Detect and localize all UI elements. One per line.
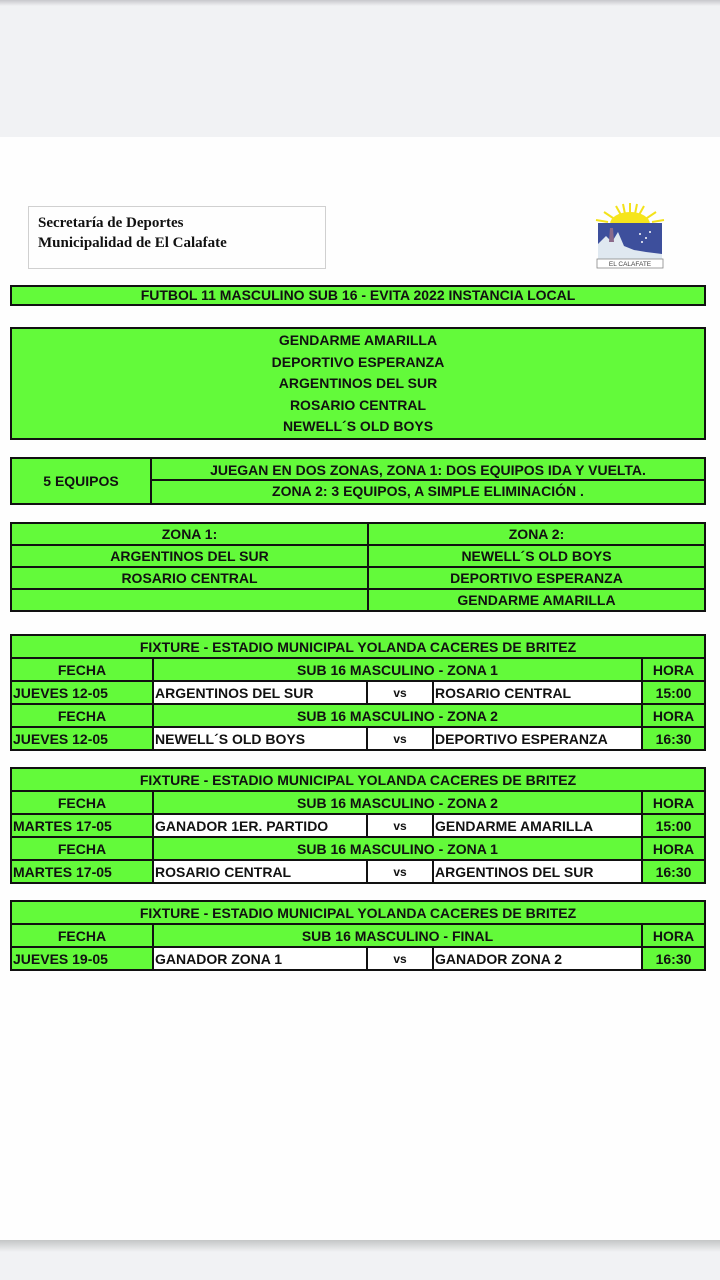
zone-1-team: ROSARIO CENTRAL: [121, 570, 258, 586]
title-banner: [10, 285, 706, 306]
away-team: ARGENTINOS DEL SUR: [432, 861, 641, 882]
match-time: 16:30: [641, 948, 704, 969]
zone-2-team: NEWELL´S OLD BOYS: [367, 546, 704, 566]
home-team: ROSARIO CENTRAL: [152, 861, 366, 882]
home-team: GANADOR ZONA 1: [152, 948, 366, 969]
match-time: 15:00: [641, 682, 704, 703]
org-line-2: Municipalidad de El Calafate: [38, 235, 227, 251]
zone-2-team: GENDARME AMARILLA: [367, 590, 704, 610]
zone-2-header: ZONA 2:: [367, 524, 704, 544]
el-calafate-logo-icon: [594, 202, 666, 270]
vs-label: vs: [366, 728, 432, 749]
category-header: SUB 16 MASCULINO - FINAL: [152, 925, 641, 946]
away-team: DEPORTIVO ESPERANZA: [432, 728, 641, 749]
home-team: ARGENTINOS DEL SUR: [152, 682, 366, 703]
letterhead: [28, 206, 326, 269]
match-date: JUEVES 12-05: [13, 684, 108, 701]
viewer-top-edge: [0, 0, 720, 6]
team-count: 5 EQUIPOS: [12, 459, 152, 503]
match-time: 15:00: [641, 815, 704, 836]
zone-1-team: [12, 590, 367, 610]
category-header: SUB 16 MASCULINO - ZONA 2: [152, 792, 641, 813]
fixture-title: FIXTURE - ESTADIO MUNICIPAL YOLANDA CACERES DE BRITEZ: [139, 638, 577, 655]
hora-header: HORA: [641, 792, 704, 813]
format-table: [10, 457, 706, 505]
fecha-header: FECHA: [57, 794, 107, 811]
category-header: SUB 16 MASCULINO - ZONA 1: [152, 659, 641, 680]
vs-label: vs: [366, 815, 432, 836]
match-time: 16:30: [641, 728, 704, 749]
category-header: SUB 16 MASCULINO - ZONA 2: [152, 705, 641, 726]
hora-header: HORA: [641, 659, 704, 680]
fixture-title: FIXTURE - ESTADIO MUNICIPAL YOLANDA CACERES DE BRITEZ: [139, 904, 577, 921]
team-item: DEPORTIVO ESPERANZA: [271, 353, 445, 370]
match-date: JUEVES 19-05: [13, 950, 108, 967]
zone-1-team: ARGENTINOS DEL SUR: [110, 548, 269, 564]
away-team: GENDARME AMARILLA: [432, 815, 641, 836]
hora-header: HORA: [641, 838, 704, 859]
zone-2-team: DEPORTIVO ESPERANZA: [367, 568, 704, 588]
vs-label: vs: [366, 682, 432, 703]
teams-list: [10, 327, 706, 440]
match-date: MARTES 17-05: [13, 863, 112, 880]
org-line-1: Secretaría de Deportes: [38, 215, 184, 231]
zones-table: [10, 522, 706, 612]
fecha-header: FECHA: [57, 661, 107, 678]
format-line-2: ZONA 2: 3 EQUIPOS, A SIMPLE ELIMINACIÓN .: [272, 483, 584, 499]
fixture-table: [10, 634, 706, 751]
team-item: ROSARIO CENTRAL: [289, 396, 427, 413]
home-team: NEWELL´S OLD BOYS: [152, 728, 366, 749]
hora-header: HORA: [641, 925, 704, 946]
vs-label: vs: [366, 948, 432, 969]
zone-1-header: ZONA 1:: [161, 526, 218, 542]
event-title: FUTBOL 11 MASCULINO SUB 16 - EVITA 2022 INSTANCIA LOCAL: [140, 287, 576, 303]
team-item: NEWELL´S OLD BOYS: [282, 418, 434, 434]
fecha-header: FECHA: [57, 707, 107, 724]
team-item: ARGENTINOS DEL SUR: [278, 375, 438, 391]
fecha-header: FECHA: [57, 927, 107, 944]
match-date: JUEVES 12-05: [13, 730, 108, 747]
match-date: MARTES 17-05: [13, 817, 112, 834]
hora-header: HORA: [641, 705, 704, 726]
fixture-title: FIXTURE - ESTADIO MUNICIPAL YOLANDA CACERES DE BRITEZ: [139, 771, 577, 788]
fixture-table: [10, 767, 706, 884]
category-header: SUB 16 MASCULINO - ZONA 1: [152, 838, 641, 859]
away-team: ROSARIO CENTRAL: [432, 682, 641, 703]
home-team: GANADOR 1ER. PARTIDO: [152, 815, 366, 836]
format-line-1: JUEGAN EN DOS ZONAS, ZONA 1: DOS EQUIPOS IDA Y VUELTA.: [152, 459, 704, 481]
fecha-header: FECHA: [57, 840, 107, 857]
viewer-bottom-edge: [0, 1240, 720, 1252]
vs-label: vs: [366, 861, 432, 882]
team-item: GENDARME AMARILLA: [278, 332, 438, 348]
document-page: [0, 137, 720, 1240]
fixture-table-final: [10, 900, 706, 971]
svg-text:EL CALAFATE: EL CALAFATE: [608, 261, 652, 268]
away-team: GANADOR ZONA 2: [432, 948, 641, 969]
match-time: 16:30: [641, 861, 704, 882]
